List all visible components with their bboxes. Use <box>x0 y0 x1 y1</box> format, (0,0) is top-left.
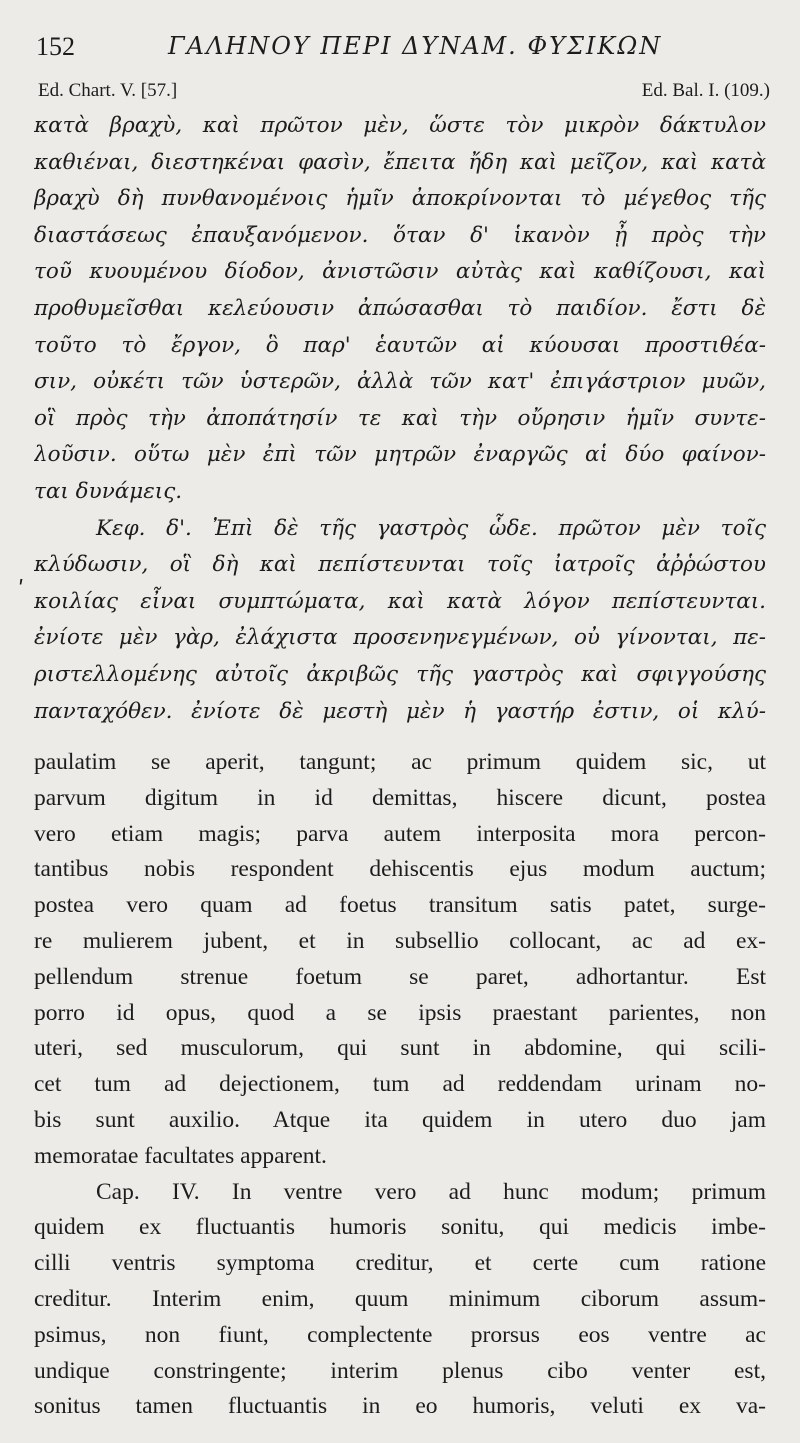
text-line: κοιλίας εἶναι συμπτώματα, καὶ κατὰ λόγον πεπίστευνται. <box>34 588 766 614</box>
chapter-heading-line: Cap. IV. In ventre vero ad hunc modum; primum <box>96 1178 766 1205</box>
text-line: sonitus tamen fluctuantis in eo humoris, veluti ex va- <box>34 1393 766 1420</box>
chapter-heading-line: Κεφ. δ'. Ἐπὶ δὲ τῆς γαστρὸς ὧδε. πρῶτον μὲν τοῖς <box>96 515 766 541</box>
text-line: κατὰ βραχὺ, καὶ πρῶτον μὲν, ὥστε τὸν μικρὸν δάκτυλον <box>34 113 766 138</box>
text-line: cilli ventris symptoma creditur, et certe cum ratione <box>34 1250 766 1277</box>
text-line: psimus, non fiunt, complectente prorsus eos ventre ac <box>34 1321 766 1348</box>
text-line: paulatim se aperit, tangunt; ac primum quidem sic, ut <box>34 749 766 775</box>
latin-text-block <box>34 745 766 1425</box>
text-line: quidem ex fluctuantis humoris sonitu, qui medicis imbe- <box>34 1214 766 1241</box>
text-line: creditur. Interim enim, quum minimum ciborum assum- <box>34 1285 766 1312</box>
text-line: ριστελλομένης αὐτοῖς ἀκριβῶς τῆς γαστρὸς καὶ σφιγγούσης <box>34 661 766 687</box>
text-line: undique constringente; interim plenus cibo venter est, <box>34 1357 766 1384</box>
text-line: τοῦ κυουμένου δίοδον, ἀνιστῶσιν αὐτὰς καὶ καθίζουσι, καὶ <box>34 259 766 285</box>
running-title: ΓΑΛΗΝΟΥ ΠΕΡΙ ΔΥΝΑΜ. ΦΥΣΙΚΩΝ <box>168 32 663 60</box>
text-line: λοῦσιν. οὕτω μὲν ἐπὶ τῶν μητρῶν ἐναργῶς αἱ δύο φαίνον- <box>34 442 766 468</box>
text-line: σιν, οὐκέτι τῶν ὑστερῶν, ἀλλὰ τῶν κατ' ἐπιγάστριον μυῶν, <box>34 369 766 395</box>
text-line: bis sunt auxilio. Atque ita quidem in utero duo jam <box>34 1106 766 1133</box>
text-line: τοῦτο τὸ ἔργον, ὃ παρ' ἑαυτῶν αἱ κύουσαι προστιθέα- <box>34 332 766 358</box>
greek-text-block <box>34 108 766 730</box>
edition-reference-right: Ed. Bal. I. (109.) <box>641 80 770 101</box>
text-line: postea vero quam ad foetus transitum satis patet, surge- <box>34 892 766 919</box>
text-line: βραχὺ δὴ πυνθανομένοις ἡμῖν ἀποκρίνονται τὸ μέγεθος τῆς <box>34 186 766 212</box>
margin-mark: ʹ <box>18 578 25 603</box>
text-line: tantibus nobis respondent dehiscentis ejus modum auctum; <box>34 856 766 883</box>
page-header <box>36 28 770 68</box>
page-number: 152 <box>36 32 75 61</box>
text-line: uteri, sed musculorum, qui sunt in abdomine, qui scili- <box>34 1035 766 1062</box>
edition-reference-left: Ed. Chart. V. [57.] <box>38 80 178 101</box>
text-line: ται δυνάμεις. <box>34 478 183 504</box>
text-line: προθυμεῖσθαι κελεύουσιν ἀπώσασθαι τὸ παιδίον. ἔστι δὲ <box>34 295 766 321</box>
text-line: porro id opus, quod a se ipsis praestant parientes, non <box>34 999 766 1026</box>
text-line: οἳ πρὸς τὴν ἀποπάτησίν τε καὶ τὴν οὔρησιν ἡμῖν συντε- <box>34 405 766 431</box>
text-line: cet tum ad dejectionem, tum ad reddendam urinam no- <box>34 1071 766 1098</box>
text-line: πανταχόθεν. ἐνίοτε δὲ μεστὴ μὲν ἡ γαστήρ ἐστιν, οἱ κλύ- <box>34 698 766 724</box>
text-line: re mulierem jubent, et in subsellio collocant, ac ad ex- <box>34 927 766 954</box>
text-line: vero etiam magis; parva autem interposita mora percon- <box>34 820 766 847</box>
text-line: pellendum strenue foetum se paret, adhortantur. Est <box>34 963 766 990</box>
text-line: κλύδωσιν, οἳ δὴ καὶ πεπίστευνται τοῖς ἰατροῖς ἀῤῥώστου <box>34 552 766 578</box>
text-line: parvum digitum in id demittas, hiscere dicunt, postea <box>34 784 766 811</box>
text-line: καθιέναι, διεστηκέναι φασὶν, ἔπειτα ἤδη καὶ μεῖζον, καὶ κατὰ <box>34 149 766 175</box>
text-line: memoratae facultates apparent. <box>34 1142 327 1169</box>
text-line: διαστάσεως ἐπαυξανόμενον. ὅταν δ' ἱκανὸν ᾖ πρὸς τὴν <box>34 222 766 248</box>
text-line: ἐνίοτε μὲν γὰρ, ἐλάχιστα προσενηνεγμένων, οὐ γίνονται, πε- <box>34 625 766 651</box>
